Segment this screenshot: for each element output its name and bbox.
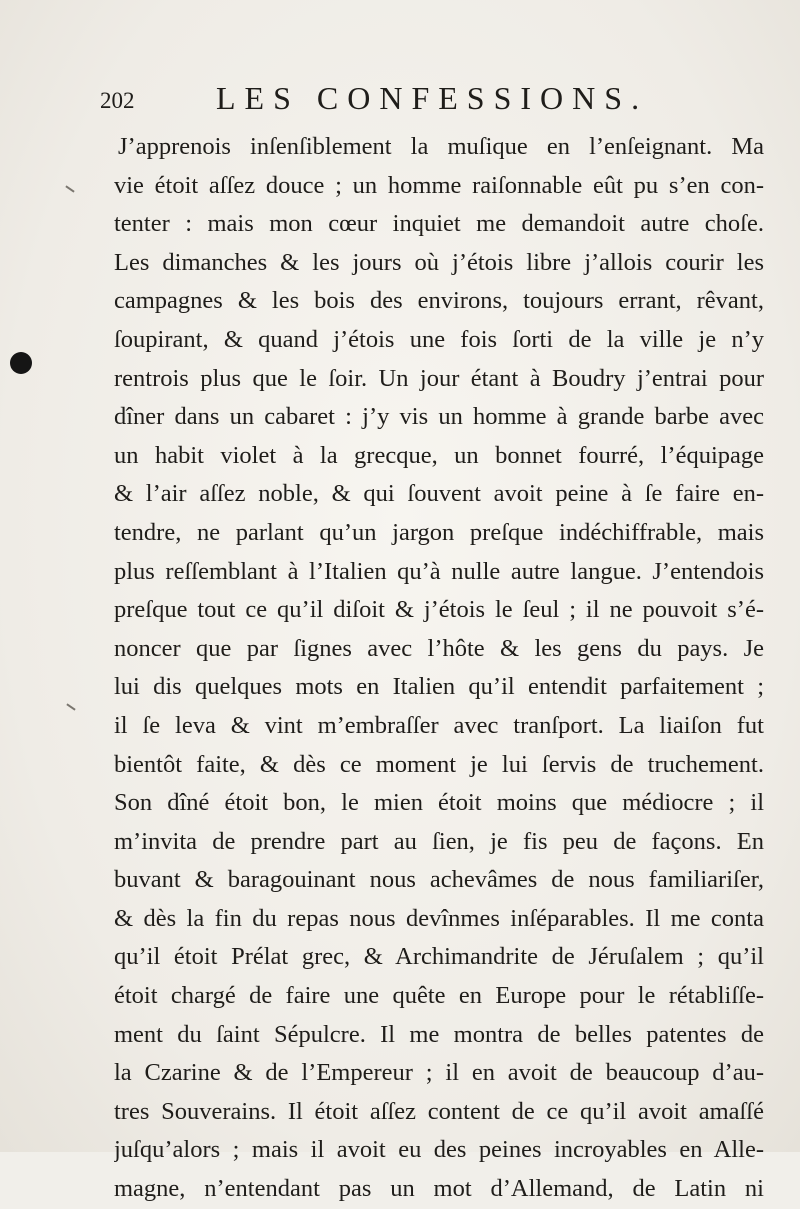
- text-line: tres Souverains. Il étoit aſſez content de ce qu’il avoit amaſſé: [114, 1097, 764, 1125]
- page-number: 202: [100, 88, 135, 113]
- text-line: noncer que par ſignes avec l’hôte & les gens du pays. Je: [114, 634, 764, 662]
- text-line: Les dimanches & les jours où j’étois libre j’allois courir les: [114, 248, 764, 276]
- text-line: qu’il étoit Prélat grec, & Archimandrite de Jéruſalem ; qu’il: [114, 943, 764, 971]
- text-line: plus reſſemblant à l’Italien qu’à nulle autre langue. J’entendois: [114, 557, 764, 585]
- text-line: la Czarine & de l’Empereur ; il en avoit de beaucoup d’au-: [114, 1059, 764, 1087]
- text-line: ment du ſaint Sépulcre. Il me montra de belles patentes de: [114, 1020, 764, 1048]
- text-line: preſque tout ce qu’il diſoit & j’étois le ſeul ; il ne pouvoit s’é-: [114, 596, 764, 624]
- running-title: LES CONFESSIONS.: [216, 80, 649, 116]
- text-line: J’apprenois inſenſiblement la muſique en l’enſeignant. Ma: [118, 133, 764, 160]
- text-line: bientôt faite, & dès ce moment je lui ſervis de truchement.: [114, 750, 764, 778]
- binding-hole: [10, 352, 32, 374]
- page-header: [100, 80, 700, 120]
- text-line: tenter : mais mon cœur inquiet me demandoit autre choſe.: [114, 210, 764, 238]
- text-line: vie étoit aſſez douce ; un homme raiſonnable eût pu s’en con-: [114, 171, 764, 199]
- text-line: dîner dans un cabaret : j’y vis un homme à grande barbe avec: [114, 403, 764, 431]
- text-line: Son dîné étoit bon, le mien étoit moins que médiocre ; il: [114, 789, 764, 817]
- text-line: il ſe leva & vint m’embraſſer avec tranſport. La liaiſon fut: [114, 711, 764, 739]
- text-line: lui dis quelques mots en Italien qu’il entendit parfaitement ;: [114, 673, 764, 701]
- body-text: [114, 128, 764, 1209]
- text-line: m’invita de prendre part au ſien, je fis peu de façons. En: [114, 827, 764, 855]
- margin-mark: [66, 703, 75, 710]
- text-line: magne, n’entendant pas un mot d’Allemand, de Latin ni: [114, 1175, 764, 1203]
- text-line: étoit chargé de faire une quête en Europe pour le rétabliſſe-: [114, 982, 764, 1010]
- text-line: ſoupirant, & quand j’étois une fois ſorti de la ville je n’y: [114, 325, 764, 353]
- text-line: rentrois plus que le ſoir. Un jour étant à Boudry j’entrai pour: [114, 364, 764, 392]
- text-line: un habit violet à la grecque, un bonnet fourré, l’équipage: [114, 441, 764, 469]
- text-line: & l’air aſſez noble, & qui ſouvent avoit peine à ſe faire en-: [114, 480, 764, 508]
- text-line: buvant & baragouinant nous achevâmes de nous familiariſer,: [114, 866, 764, 894]
- text-line: tendre, ne parlant qu’un jargon preſque indéchiffrable, mais: [114, 518, 764, 546]
- text-line: juſqu’alors ; mais il avoit eu des peines incroyables en Alle-: [114, 1136, 764, 1164]
- text-line: & dès la fin du repas nous devînmes inſéparables. Il me conta: [114, 904, 764, 932]
- margin-mark: [65, 185, 74, 192]
- text-line: campagnes & les bois des environs, toujours errant, rêvant,: [114, 287, 764, 315]
